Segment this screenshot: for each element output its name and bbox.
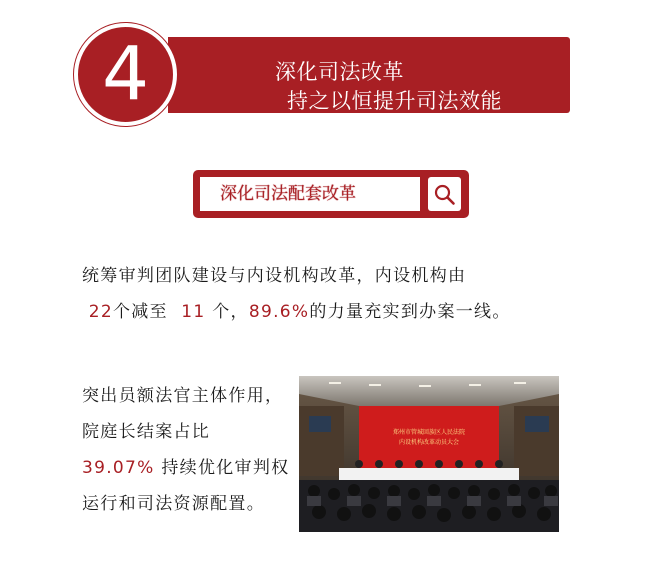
search-icon [433,183,456,206]
subsection-search-box[interactable] [193,170,469,218]
p1-num-to: 11 [181,302,206,322]
p1-text-c: 个， [212,302,249,322]
p2-text-b: 持续优化审判权运行和司法资源配置。 [82,458,290,514]
p1-text-b: 个减至 [112,302,168,322]
section-banner [74,23,570,126]
meeting-photo-image [299,376,559,532]
search-button[interactable] [428,177,461,211]
section-number: 4 [101,31,150,117]
p1-text-a: 统筹审判团队建设与内设机构改革，内设机构由 [82,266,467,286]
p1-text-d: 的力量充实到办案一线。 [309,302,511,322]
meeting-photo [299,376,559,532]
banner-title-line2: 持之以恒提升司法效能 [287,89,502,113]
screen-line2: 内设机构改革动员大会 [398,439,460,446]
search-label: 深化司法配套改革 [220,184,356,204]
paragraph-team-reform [82,258,582,330]
p1-num-from: 22 [88,302,113,322]
paragraph-judge-role [82,378,297,522]
p1-percent: 89.6% [248,302,310,322]
p2-text-a: 突出员额法官主体作用，院庭长结案占比 [82,386,284,442]
banner-title-line1: 深化司法改革 [275,60,404,84]
p2-percent: 39.07% [82,458,155,478]
screen-line1: 郑州市管城回族区人民法院 [392,429,466,436]
